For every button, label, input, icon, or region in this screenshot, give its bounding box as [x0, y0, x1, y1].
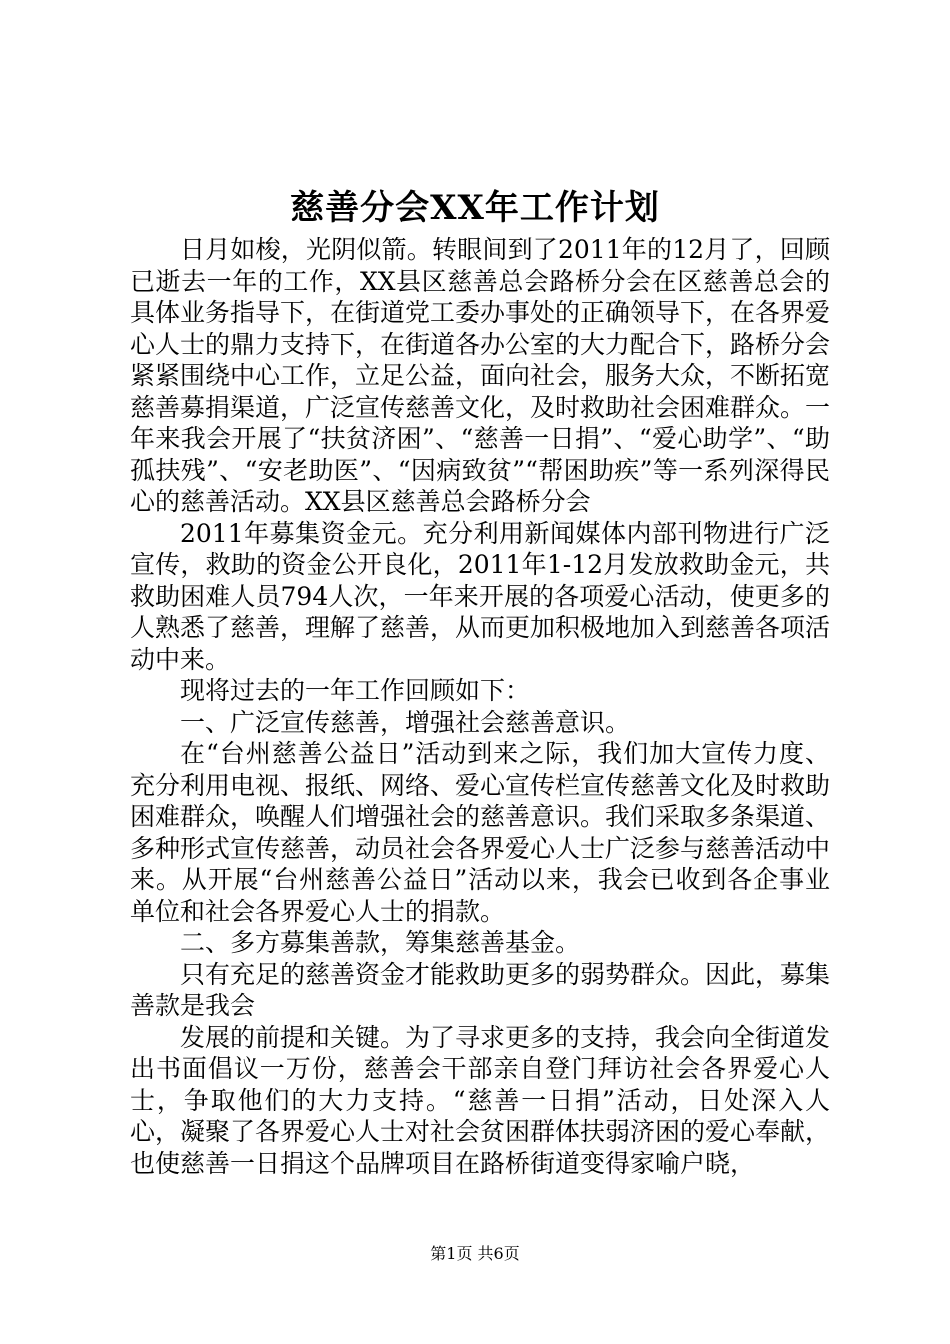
document-body [130, 234, 830, 1179]
paragraph-intro: 日月如梭，光阴似箭。转眼间到了2011年的12月了，回顾已逝去一年的工作，XX县区慈善总会路桥分会在区慈善总会的具体业务指导下，在街道党工委办事处的正确领导下，在各界爱心人士的鼎力支持下，在街道各办公室的大力配合下，路桥分会紧紧围绕中心工作，立足公益，面向社会，服务大众，不断拓宽慈善募捐渠道，广泛宣传慈善文化，及时救助社会困难群众。一年来我会开展了“扶贫济困”、“慈善一日捐”、“爱心助学”、“助孤扶残”、“安老助医”、“因病致贫”“帮困助疾”等一系列深得民心的慈善活动。XX县区慈善总会路桥分会 [130, 235, 831, 516]
paragraph-section-2b: 发展的前提和关键。为了寻求更多的支持，我会向全街道发出书面倡议一万份，慈善会干部亲自登门拜访社会各界爱心人士，争取他们的大力支持。“慈善一日捐”活动，日处深入人心，凝聚了各界爱心人士对社会贫困群体扶弱济困的爱心奉献，也使慈善一日捐这个品牌项目在路桥街道变得家喻户晓， [130, 1022, 831, 1178]
paragraph-section-2a: 只有充足的慈善资金才能救助更多的弱势群众。因此，募集善款是我会 [130, 959, 831, 1020]
section-heading-1: 一、广泛宣传慈善，增强社会慈善意识。 [180, 707, 631, 737]
section-heading-2: 二、多方募集善款，筹集慈善基金。 [180, 928, 581, 957]
paragraph-review-lead: 现将过去的一年工作回顾如下： [180, 676, 531, 705]
page-number-footer: 第1页 共6页 [430, 1244, 520, 1263]
paragraph-funds: 2011年募集资金元。充分利用新闻媒体内部刊物进行广泛宣传，救助的资金公开良化，2011年1-12月发放救助金元，共救助困难人员794人次，一年来开展的各项爱心活动，使更多的人熟悉了慈善，理解了慈善，从而更加积极地加入到慈善各项活动中来。 [130, 518, 831, 674]
document-title: 慈善分会XX年工作计划 [290, 188, 660, 228]
paragraph-section-1: 在“台州慈善公益日”活动到来之际，我们加大宣传力度、充分利用电视、报纸、网络、爱心宣传栏宣传慈善文化及时救助困难群众，唤醒人们增强社会的慈善意识。我们采取多条渠道、多种形式宣传慈善，动员社会各界爱心人士广泛参与慈善活动中来。从开展“台州慈善公益日”活动以来，我会已收到各企事业单位和社会各界爱心人士的捐款。 [130, 739, 831, 926]
